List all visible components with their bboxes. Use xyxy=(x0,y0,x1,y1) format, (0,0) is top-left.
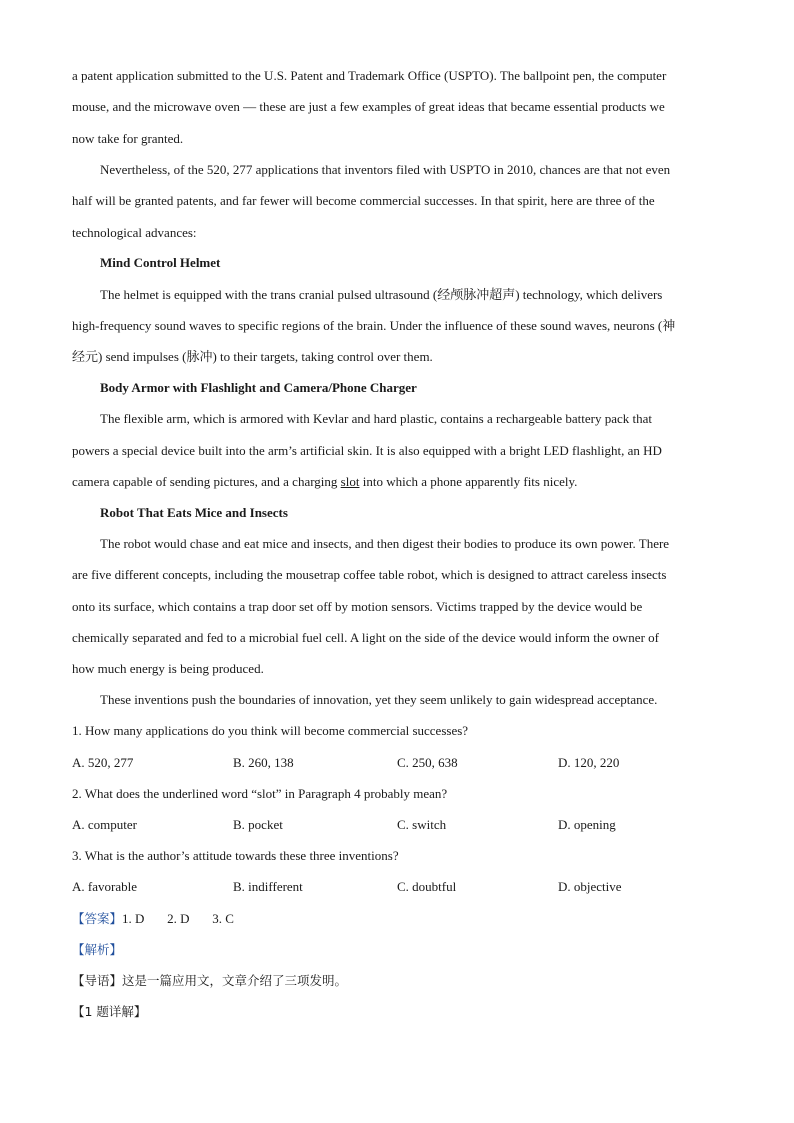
option-d: D. opening xyxy=(558,817,616,832)
passage-line: how much energy is being produced. xyxy=(72,661,264,676)
question-stem: 1. How many applications do you think will become commercial successes? xyxy=(72,723,469,738)
option-c: C. 250, 638 xyxy=(397,755,458,770)
section-heading: Mind Control Helmet xyxy=(100,255,221,270)
section-heading: Robot That Eats Mice and Insects xyxy=(100,505,288,520)
passage-line: The flexible arm, which is armored with Kevlar and hard plastic, contains a rechargeable battery pack that xyxy=(100,411,653,426)
question-stem: 2. What does the underlined word “slot” in Paragraph 4 probably mean? xyxy=(72,786,448,801)
option-b: B. indifferent xyxy=(233,879,303,894)
passage-text: into which a phone apparently fits nicely. xyxy=(359,474,578,489)
passage-line: 经元) send impulses (脉冲) to their targets, taking control over them. xyxy=(72,349,433,364)
guide-label: 【导语】 xyxy=(72,973,123,988)
question-stem: 3. What is the author’s attitude towards these three inventions? xyxy=(72,848,399,863)
option-a: A. 520, 277 xyxy=(72,755,134,770)
guide-line xyxy=(72,973,347,989)
passage-line: a patent application submitted to the U.S. Patent and Trademark Office (USPTO). The ballpoint pen, the computer xyxy=(72,68,667,83)
option-d: D. objective xyxy=(558,879,622,894)
option-d: D. 120, 220 xyxy=(558,755,620,770)
passage-line: These inventions push the boundaries of innovation, yet they seem unlikely to gain widespread acceptance. xyxy=(100,692,658,707)
option-b: B. pocket xyxy=(233,817,283,832)
passage-line: mouse, and the microwave oven — these are just a few examples of great ideas that became essential products we xyxy=(72,99,665,114)
passage-line: The robot would chase and eat mice and insects, and then digest their bodies to produce its own power. There xyxy=(100,536,670,551)
section-heading: Body Armor with Flashlight and Camera/Phone Charger xyxy=(100,380,417,395)
answer-line xyxy=(72,911,234,927)
option-c: C. doubtful xyxy=(397,879,457,894)
option-a: A. computer xyxy=(72,817,137,832)
passage-line xyxy=(72,474,577,490)
answer-label: 【答案】 xyxy=(72,911,123,926)
analysis-label: 【解析】 xyxy=(72,942,123,957)
passage-line: high-frequency sound waves to specific regions of the brain. Under the influence of these sound waves, neurons (神 xyxy=(72,318,676,333)
answer-values: 1. D 2. D 3. C xyxy=(122,911,234,926)
passage-line: half will be granted patents, and far fewer will become commercial successes. In that spirit, here are three of the xyxy=(72,193,655,208)
passage-line: powers a special device built into the arm’s artificial skin. It is also equipped with a bright LED flashlight, an HD xyxy=(72,443,662,458)
option-a: A. favorable xyxy=(72,879,137,894)
passage-line: now take for granted. xyxy=(72,131,184,146)
passage-line: Nevertheless, of the 520, 277 applications that inventors filed with USPTO in 2010, chances are that not even xyxy=(100,162,671,177)
guide-text: 这是一篇应用文，文章介绍了三项发明。 xyxy=(122,973,348,988)
passage-text: camera capable of sending pictures, and a charging xyxy=(72,474,341,489)
passage-line: chemically separated and fed to a microbial fuel cell. A light on the side of the device would inform the owner of xyxy=(72,630,659,645)
passage-line: onto its surface, which contains a trap door set off by motion sensors. Victims trapped by the device would be xyxy=(72,599,643,614)
passage-line: The helmet is equipped with the trans cranial pulsed ultrasound (经颅脉冲超声) technology, which delivers xyxy=(100,287,663,302)
passage-line: technological advances: xyxy=(72,225,197,240)
passage-line: are five different concepts, including the mousetrap coffee table robot, which is designed to attract careless insects xyxy=(72,567,667,582)
detail-label: 【1 题详解】 xyxy=(72,1004,147,1019)
option-c: C. switch xyxy=(397,817,447,832)
option-b: B. 260, 138 xyxy=(233,755,294,770)
underlined-word-slot: slot xyxy=(340,474,360,489)
